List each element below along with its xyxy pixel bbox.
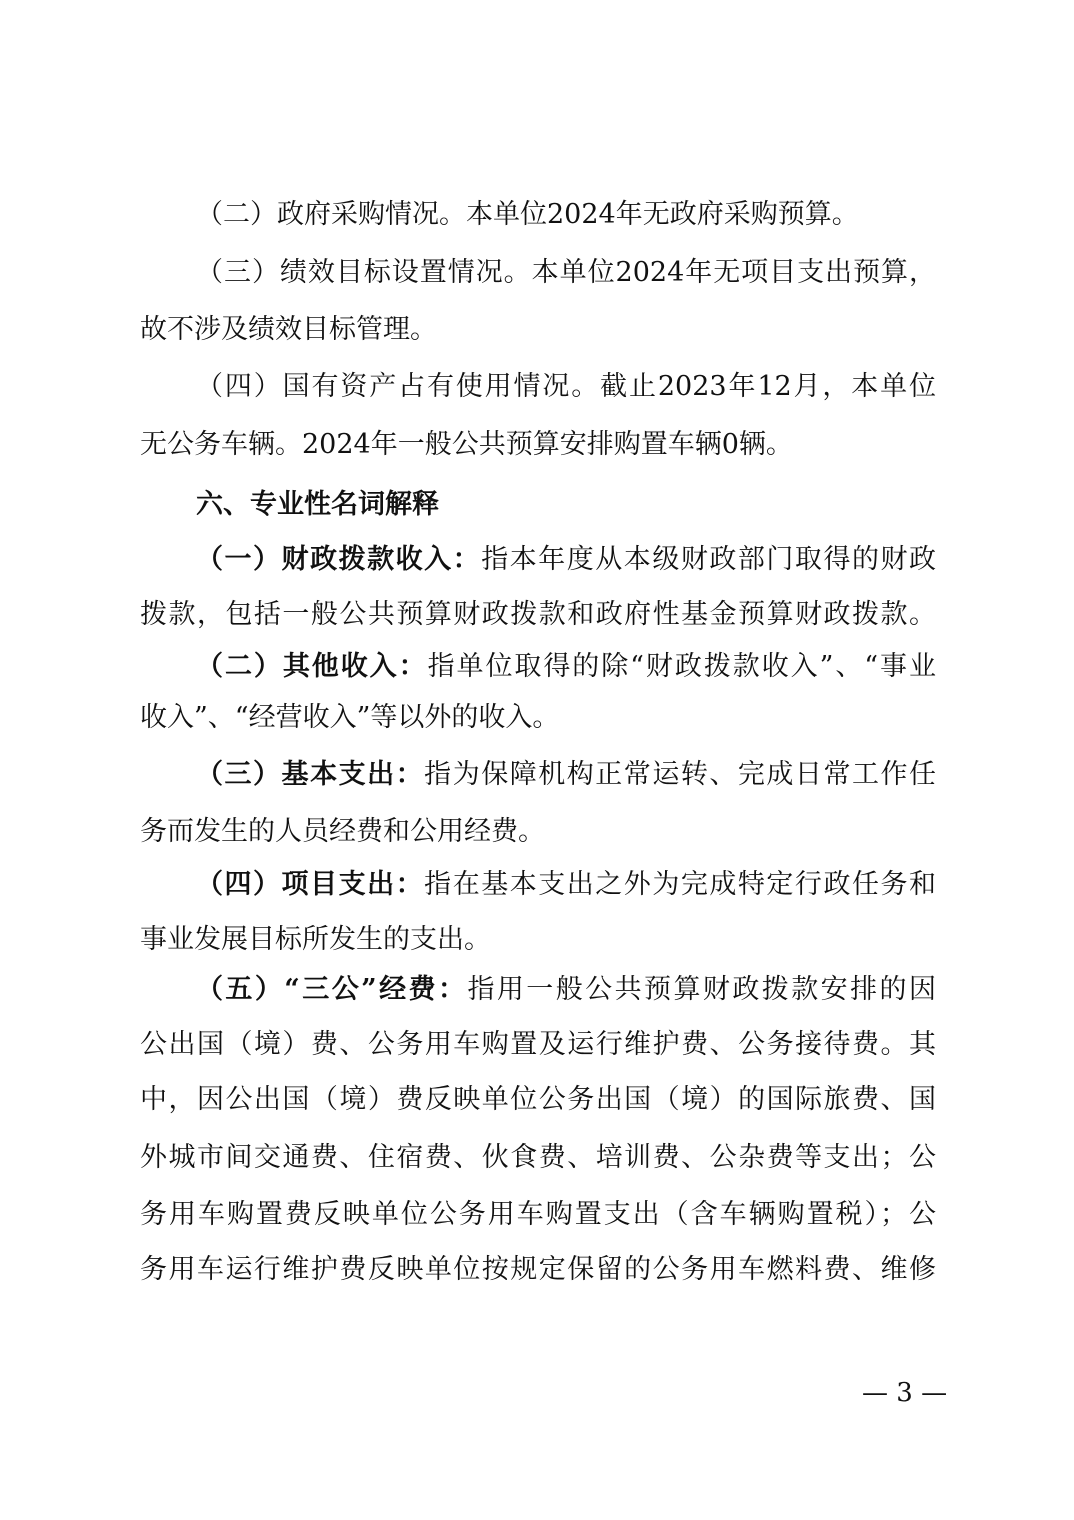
paragraph-line — [196, 369, 936, 405]
line-text: 绩效目标设置情况。本单位2024年无项目支出预算， — [279, 257, 937, 288]
page-number: — 3 — — [862, 1378, 948, 1408]
term-label: （二）其他收入： — [196, 651, 428, 682]
paragraph-line — [196, 867, 936, 903]
line-text: 指单位取得的除“财政拨款收入”、“事业 — [427, 651, 936, 682]
section-heading: 六、专业性名词解释 — [196, 489, 439, 520]
paragraph-line — [196, 542, 936, 578]
paragraph-line — [196, 757, 936, 793]
paragraph-line: 故不涉及绩效目标管理。 — [140, 314, 437, 345]
paragraph-line — [196, 972, 936, 1008]
term-label: （三）基本支出： — [196, 759, 425, 790]
paragraph-line — [196, 649, 936, 685]
line-lead: （二） — [196, 199, 277, 230]
paragraph-line: 事业发展目标所发生的支出。 — [140, 924, 491, 955]
paragraph-line: 公出国（境）费、公务用车购置及运行维护费、公务接待费。其 — [140, 1029, 936, 1060]
line-lead: （四） — [196, 371, 283, 402]
line-text: 国有资产占有使用情况。截止2023年12月，本单位 — [282, 371, 937, 402]
term-label: （一）财政拨款收入： — [196, 544, 482, 575]
line-text: 政府采购情况。本单位2024年无政府采购预算。 — [277, 199, 859, 230]
term-label: （四）项目支出： — [196, 869, 425, 900]
paragraph-line: 务用车购置费反映单位公务用车购置支出（含车辆购置税）；公 — [140, 1199, 936, 1230]
paragraph-line: 收入”、“经营收入”等以外的收入。 — [140, 702, 560, 733]
paragraph-line: 中，因公出国（境）费反映单位公务出国（境）的国际旅费、国 — [140, 1084, 936, 1115]
paragraph-line: 务而发生的人员经费和公用经费。 — [140, 816, 545, 847]
term-label: （五）“三公”经费： — [196, 974, 468, 1005]
line-text: 指在基本支出之外为完成特定行政任务和 — [424, 869, 937, 900]
line-text: 指本年度从本级财政部门取得的财政 — [481, 544, 937, 575]
paragraph-line: 无公务车辆。2024年一般公共预算安排购置车辆0辆。 — [140, 429, 793, 460]
line-text: 指用一般公共预算财政拨款安排的因 — [467, 974, 936, 1005]
paragraph-line: 外城市间交通费、住宿费、伙食费、培训费、公杂费等支出；公 — [140, 1142, 936, 1173]
paragraph-line: 务用车运行维护费反映单位按规定保留的公务用车燃料费、维修 — [140, 1254, 936, 1285]
line-lead: （三） — [196, 257, 280, 288]
paragraph-line: 拨款，包括一般公共预算财政拨款和政府性基金预算财政拨款。 — [140, 599, 936, 630]
line-text: 指为保障机构正常运转、完成日常工作任 — [424, 759, 937, 790]
paragraph-line — [196, 197, 936, 233]
paragraph-line — [196, 255, 936, 291]
